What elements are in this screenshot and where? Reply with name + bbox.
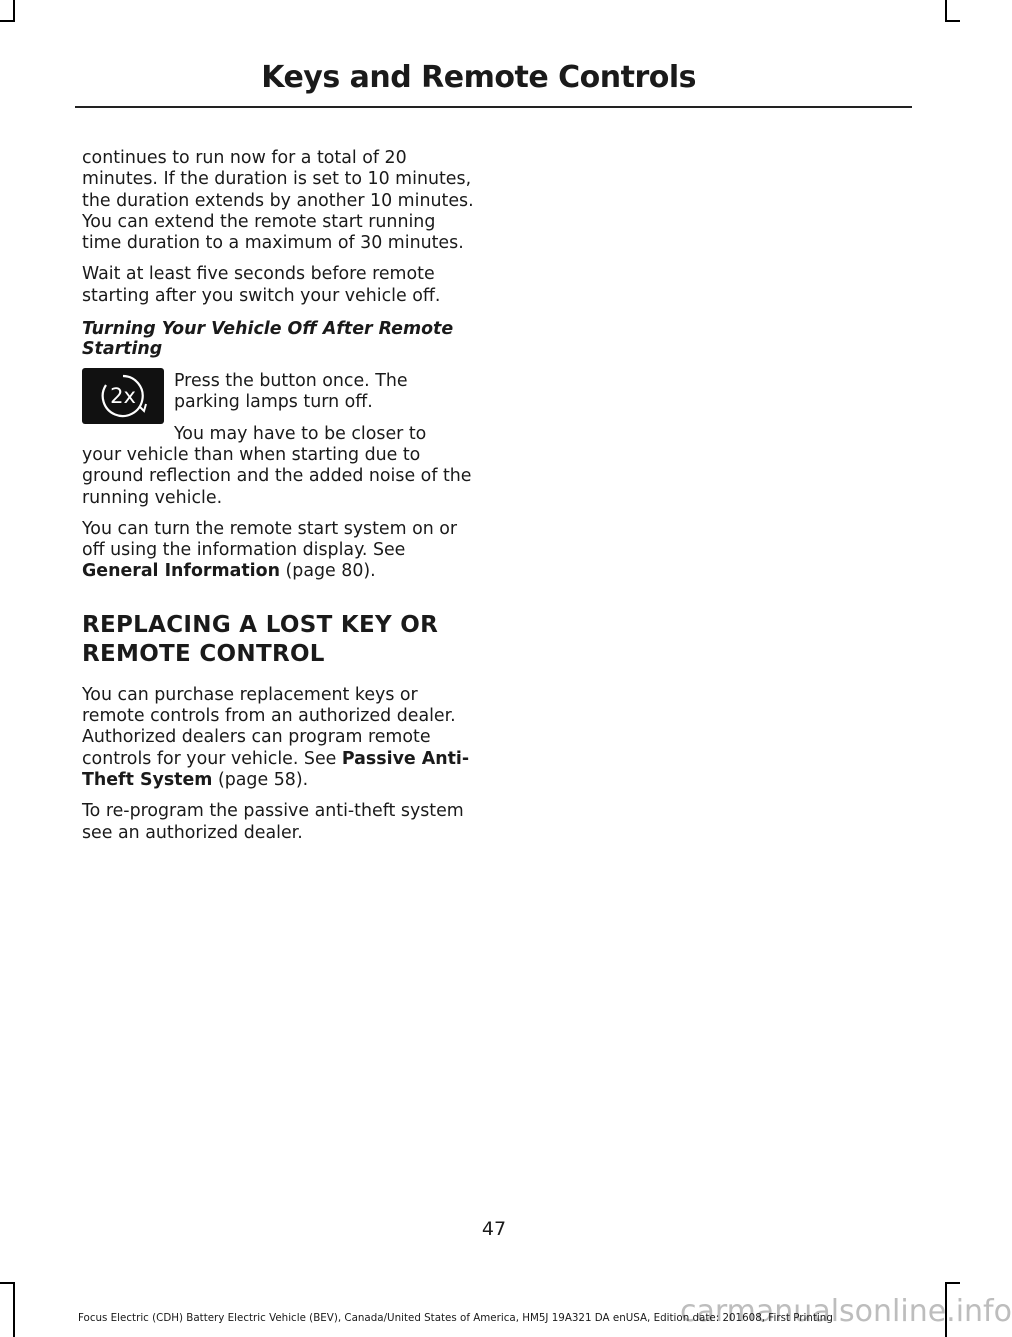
text-run: (page 80). [279,561,376,582]
paragraph: Wait at least five seconds before remote starting after you switch your vehicle off. [82,264,441,306]
crop-mark [945,20,960,22]
crop-mark [0,1282,15,1284]
icon-label: 2x [110,384,136,409]
watermark: carmanualsonline.info [680,1294,1012,1329]
page-title: Keys and Remote Controls [261,60,696,95]
paragraph: To re-program the passive anti-theft system see an authorized dealer. [82,801,464,843]
section-heading [82,611,477,669]
text-run: You can purchase replacement keys or remote controls from an authorized dealer. Authorized dealers can program remote controls for your vehicle. See [82,684,456,769]
subheading: Turning Your Vehicle Off After Remote Starting [82,319,454,360]
icon-paragraph [82,371,477,445]
crop-mark [13,1282,15,1337]
cross-reference-link[interactable]: Passive Anti-Theft System [82,748,470,790]
crop-mark [13,0,15,22]
paragraph-continued: your vehicle than when starting due to ground reflection and the added noise of the running vehicle. [82,444,472,508]
paragraph: continues to run now for a total of 20 minutes. If the duration is set to 10 minutes, the duration extends by another 10 minutes. You can extend the remote start running time duration to a maximum of 30 minutes. [82,148,474,254]
paragraph [82,519,477,583]
header-divider [75,106,912,108]
paragraph: Press the button once. The parking lamps turn off. [174,371,408,413]
footer-text: Focus Electric (CDH) Battery Electric Vehicle (BEV), Canada/United States of America, HM5J 19A321 DA enUSA, Edition date: 201608, First Printing [78,1312,833,1324]
page-number: 47 [481,1218,507,1240]
paragraph-first-line: You may have to be closer to [174,423,427,444]
heading-line: REPLACING A LOST KEY OR [82,611,439,638]
text-run: (page 58). [212,769,309,790]
text-run: You can turn the remote start system on or off using the information display. See [82,518,458,561]
cross-reference-link[interactable]: General Information [82,561,280,582]
remote-start-2x-icon [82,368,164,424]
paragraph [82,685,477,791]
crop-mark [945,0,947,22]
crop-mark [945,1282,960,1284]
content-column [82,148,477,854]
crop-mark [0,20,15,22]
heading-line: REMOTE CONTROL [82,640,325,667]
